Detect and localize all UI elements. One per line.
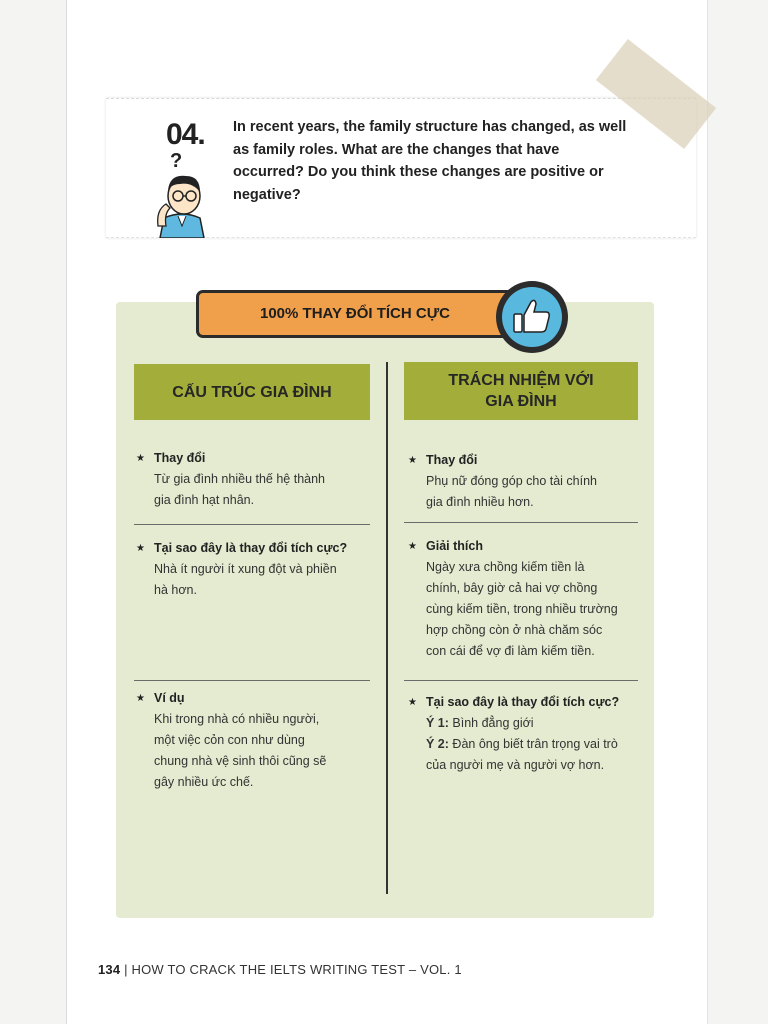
left-section-why [136,538,372,601]
point-1-label: Ý 1: [426,716,449,730]
text-line: gia đình nhiều hơn. [426,495,534,509]
left-section-example-title: ★ Ví dụ [136,688,372,709]
question-mark: ? [170,150,183,172]
footer-separator: | [120,962,132,977]
heading-family-responsibility-line2: GIA ĐÌNH [485,393,557,410]
text-line: một việc cỏn con như dùng [154,733,305,747]
page-footer [98,962,462,977]
text-line: của người mẹ và người vợ hơn. [426,758,605,772]
text-line: gây nhiều ức chế. [154,775,254,789]
point-2 [426,734,644,755]
right-section-change-title: ★ Thay đổi [408,450,644,471]
point-2-text: Đàn ông biết trân trọng vai trò [448,737,618,751]
left-section-why-title: ★ Tại sao đây là thay đổi tích cực? [136,538,372,559]
column-divider [386,362,388,894]
point-2-label: Ý 2: [426,737,449,751]
right-section-change [408,450,644,513]
left-section-why-body [136,559,372,601]
text-line: hợp chồng còn ở nhà chăm sóc [426,623,603,637]
text-line: Từ gia đình nhiều thế hệ thành [154,472,325,486]
left-section-change-title: ★ Thay đổi [136,448,372,469]
heading-family-responsibility-line1: TRÁCH NHIỆM VỚI [448,372,594,389]
text-line: Ngày xưa chồng kiếm tiền là [426,560,585,574]
heading-family-structure-text: CẤU TRÚC GIA ĐÌNH [172,383,332,401]
right-section-explanation-body [408,557,644,662]
right-section-change-body [408,471,644,513]
question-number: 04. [166,118,205,151]
right-section-explanation-title: ★ Giải thích [408,536,644,557]
text-line: Phụ nữ đóng góp cho tài chính [426,474,597,488]
text-line: Khi trong nhà có nhiều người, [154,712,320,726]
text-line: gia đình hạt nhân. [154,493,255,507]
heading-family-structure [134,364,370,420]
banner-positive-change: 100% THAY ĐỔI TÍCH CỰC [196,290,514,338]
thinking-person-icon [152,166,212,238]
text-line: Nhà ít người ít xung đột và phiền [154,562,337,576]
text-line: hà hơn. [154,583,197,597]
right-separator-2 [404,680,638,681]
book-title: HOW TO CRACK THE IELTS WRITING TEST – VOL. 1 [131,962,462,977]
left-section-change [136,448,372,511]
right-section-why [408,692,644,776]
point-1 [426,713,644,734]
right-separator-1 [404,522,638,523]
question-text: In recent years, the family structure has changed, as well as family roles. What are the changes that have occurred? Do you think these changes are positive or negative? [233,119,627,203]
right-section-explanation [408,536,644,662]
point-1-text: Bình đẳng giới [448,716,534,730]
text-line: con cái để vợ đi làm kiếm tiền. [426,644,595,658]
text-line: chính, bây giờ cả hai vợ chồng [426,581,598,595]
heading-family-responsibility [404,362,638,420]
text-line: cùng kiếm tiền, trong nhiều trường [426,602,618,616]
left-separator-1 [134,524,370,525]
left-section-change-body [136,469,372,511]
right-section-why-title: ★ Tại sao đây là thay đổi tích cực? [408,692,644,713]
thumbs-up-icon [496,281,568,353]
left-section-example-body [136,709,372,793]
right-section-why-body [408,713,644,776]
left-section-example [136,688,372,793]
page-number: 134 [98,962,121,977]
left-separator-2 [134,680,370,681]
text-line: chung nhà vệ sinh thôi cũng sẽ [154,754,327,768]
